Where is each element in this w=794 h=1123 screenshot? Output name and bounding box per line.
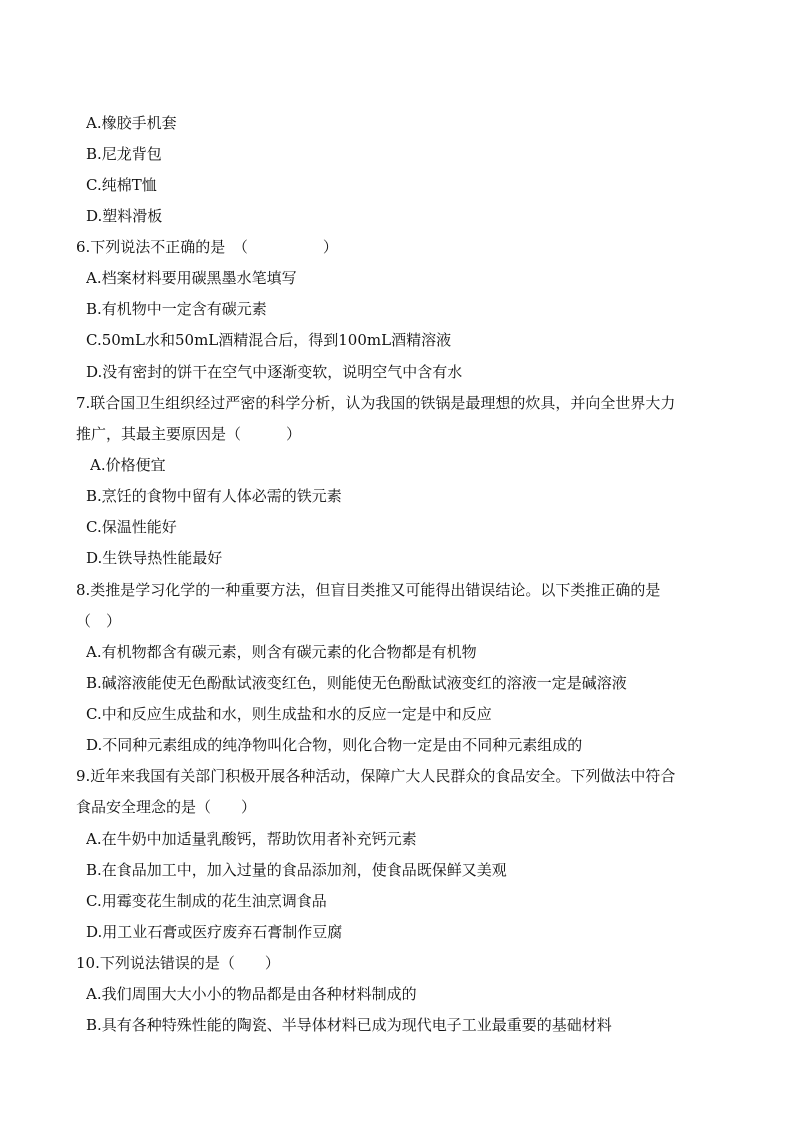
q7-stem-line-1: 7.联合国卫生组织经过严密的科学分析，认为我国的铁锅是最理想的炊具，并向全世界大力 xyxy=(76,394,676,412)
q9-option-a: A.在牛奶中加适量乳酸钙，帮助饮用者补充钙元素 xyxy=(86,830,417,848)
q9-stem-line-1: 9.近年来我国有关部门积极开展各种活动，保障广大人民群众的食品安全。下列做法中符合 xyxy=(76,767,676,785)
q10-option-a: A.我们周围大大小小的物品都是由各种材料制成的 xyxy=(86,985,417,1003)
q5-option-a: A.橡胶手机套 xyxy=(86,114,177,132)
q6-stem: 6.下列说法不正确的是 （ ） xyxy=(76,238,338,256)
q8-option-c: C.中和反应生成盐和水，则生成盐和水的反应一定是中和反应 xyxy=(86,705,492,723)
q5-option-c: C.纯棉T恤 xyxy=(86,176,157,194)
q7-option-d: D.生铁导热性能最好 xyxy=(86,549,223,567)
q6-option-a: A.档案材料要用碳黑墨水笔填写 xyxy=(86,269,297,287)
q6-option-c: C.50mL水和50mL酒精混合后，得到100mL酒精溶液 xyxy=(86,331,452,349)
q8-option-b: B.碱溶液能使无色酚酞试液变红色，则能使无色酚酞试液变红的溶液一定是碱溶液 xyxy=(86,674,627,692)
q6-option-b: B.有机物中一定含有碳元素 xyxy=(86,300,267,318)
q8-option-d: D.不同种元素组成的纯净物叫化合物，则化合物一定是由不同种元素组成的 xyxy=(86,736,583,754)
q7-option-b: B.烹饪的食物中留有人体必需的铁元素 xyxy=(86,487,342,505)
q7-option-c: C.保温性能好 xyxy=(86,518,177,536)
q8-stem-line-2: （ ） xyxy=(76,612,122,630)
q5-option-b: B.尼龙背包 xyxy=(86,145,162,163)
q10-stem: 10.下列说法错误的是（ ） xyxy=(76,954,280,972)
q8-option-a: A.有机物都含有碳元素，则含有碳元素的化合物都是有机物 xyxy=(86,643,477,661)
q7-stem-line-2: 推广，其最主要原因是（ ） xyxy=(76,425,302,443)
q9-option-c: C.用霉变花生制成的花生油烹调食品 xyxy=(86,892,327,910)
q8-stem-line-1: 8.类推是学习化学的一种重要方法，但盲目类推又可能得出错误结论。以下类推正确的是 xyxy=(76,581,661,599)
q9-option-d: D.用工业石膏或医疗废弃石膏制作豆腐 xyxy=(86,923,343,941)
q9-option-b: B.在食品加工中，加入过量的食品添加剂，使食品既保鲜又美观 xyxy=(86,861,507,879)
q10-option-b: B.具有各种特殊性能的陶瓷、半导体材料已成为现代电子工业最重要的基础材料 xyxy=(86,1016,612,1034)
q7-option-a: A.价格便宜 xyxy=(90,456,166,474)
q6-option-d: D.没有密封的饼干在空气中逐渐变软，说明空气中含有水 xyxy=(86,363,463,381)
q9-stem-line-2: 食品安全理念的是（ ） xyxy=(76,798,257,816)
q5-option-d: D.塑料滑板 xyxy=(86,207,163,225)
